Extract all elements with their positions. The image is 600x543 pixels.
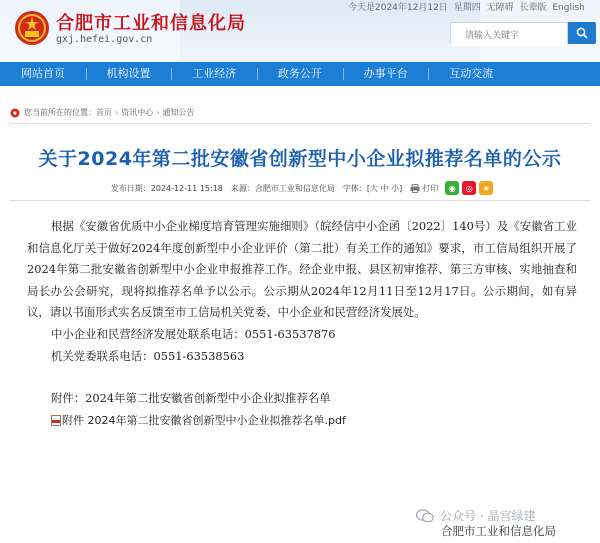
font-label: 字体： <box>342 183 367 193</box>
contact-line-sme: 中小企业和民营经济发展处联系电话：0551-63537876 <box>51 326 336 341</box>
article-body <box>27 216 577 431</box>
favorite-share-icon[interactable]: ★ <box>479 181 493 195</box>
breadcrumb-notices[interactable]: 通知公告 <box>162 108 195 117</box>
source-label: 来源： <box>230 183 255 193</box>
spacer <box>27 367 577 388</box>
publish-date-value: 2024-12-11 15:18 <box>150 183 223 193</box>
source-value: 合肥市工业和信息化局 <box>254 183 335 193</box>
wechat-logo-icon <box>416 509 434 523</box>
nav-industrial-economy[interactable]: 工业经济 <box>171 62 257 86</box>
attachment-caption: 附件：2024年第二批安徽省创新型中小企业拟推荐名单 <box>51 391 331 406</box>
article-title: 关于2024年第二批安徽省创新型中小企业拟推荐名单的公示 <box>38 148 562 170</box>
font-size-options[interactable]: [大 中 小] <box>366 183 403 193</box>
attachment-link[interactable] <box>27 410 577 432</box>
breadcrumb-news[interactable]: 资讯中心 <box>121 108 154 117</box>
nav-service-platform[interactable]: 办事平台 <box>343 62 429 86</box>
nav-interaction[interactable]: 互动交流 <box>428 62 514 86</box>
breadcrumb <box>10 102 590 124</box>
search-input[interactable] <box>451 26 567 46</box>
weekday: 星期四 <box>453 3 481 13</box>
contact-line-party: 机关党委联系电话：0551-63538563 <box>51 348 245 363</box>
print-label: 打印 <box>422 183 439 193</box>
wechat-watermark <box>416 507 535 524</box>
english-link[interactable]: English <box>552 3 585 13</box>
elder-mode-link[interactable]: 长辈版 <box>519 3 547 13</box>
search-button[interactable] <box>568 22 596 44</box>
publish-label: 发布日期： <box>110 183 151 193</box>
site-domain: gxj.hefei.gov.cn <box>56 34 153 45</box>
current-date: 今天是2024年12月12日 <box>348 3 448 13</box>
title-divider <box>10 200 590 201</box>
attachment-file-icon <box>51 415 61 426</box>
publish-date <box>111 183 223 194</box>
nav-home[interactable]: 网站首页 <box>20 67 65 80</box>
watermark-text: 公众号 · 晶宫绿建 <box>440 509 536 523</box>
wechat-share-icon[interactable]: ◉ <box>445 181 459 195</box>
article-paragraph: 根据《安徽省优质中小企业梯度培育管理实施细则》（皖经信中小企函〔2022〕140号）及《安徽省工业和信息化厅关于做好2024年度创新型中小企业评价（第二批）有关工作的通知》要求，市工信局组织开展了2024年第二批安徽省创新型中小企业申报推荐工作。经企业申报、县区初审推荐、第三方审核、实地抽查和局长办公会研究，现将拟推荐名单予以公示。公示期从2024年12月11日至12月17日。公示期间，如有异议，请以书面形式实名反馈至市工信局机关党委、中小企业和民营经济发展处。 <box>27 219 577 320</box>
accessibility-link[interactable]: 无障碍 <box>486 3 514 13</box>
printer-icon <box>410 184 420 193</box>
breadcrumb-separator: › <box>115 108 119 117</box>
nav-organization[interactable]: 机构设置 <box>86 62 172 86</box>
font-size-control <box>343 183 402 194</box>
article-meta <box>0 181 600 195</box>
attachment-link-text[interactable]: 附件 2024年第二批安徽省创新型中小企业拟推荐名单.pdf <box>62 413 346 427</box>
article-source <box>231 183 335 194</box>
top-info-bar <box>348 0 588 13</box>
site-name[interactable]: 合肥市工业和信息化局 <box>56 13 246 34</box>
national-emblem-icon <box>14 10 50 46</box>
weibo-share-icon[interactable]: ◎ <box>462 181 476 195</box>
breadcrumb-home[interactable]: 首页 <box>96 108 112 117</box>
site-header <box>0 0 600 62</box>
nav-government-affairs[interactable]: 政务公开 <box>257 62 343 86</box>
breadcrumb-label: 您当前所在的位置： <box>24 108 96 117</box>
search-box <box>450 22 568 44</box>
main-nav <box>0 62 600 86</box>
print-button[interactable] <box>410 183 438 194</box>
footer-org-name: 合肥市工业和信息化局 <box>441 524 556 538</box>
breadcrumb-separator: › <box>156 108 160 117</box>
location-icon <box>10 108 20 118</box>
search-icon <box>576 27 588 39</box>
